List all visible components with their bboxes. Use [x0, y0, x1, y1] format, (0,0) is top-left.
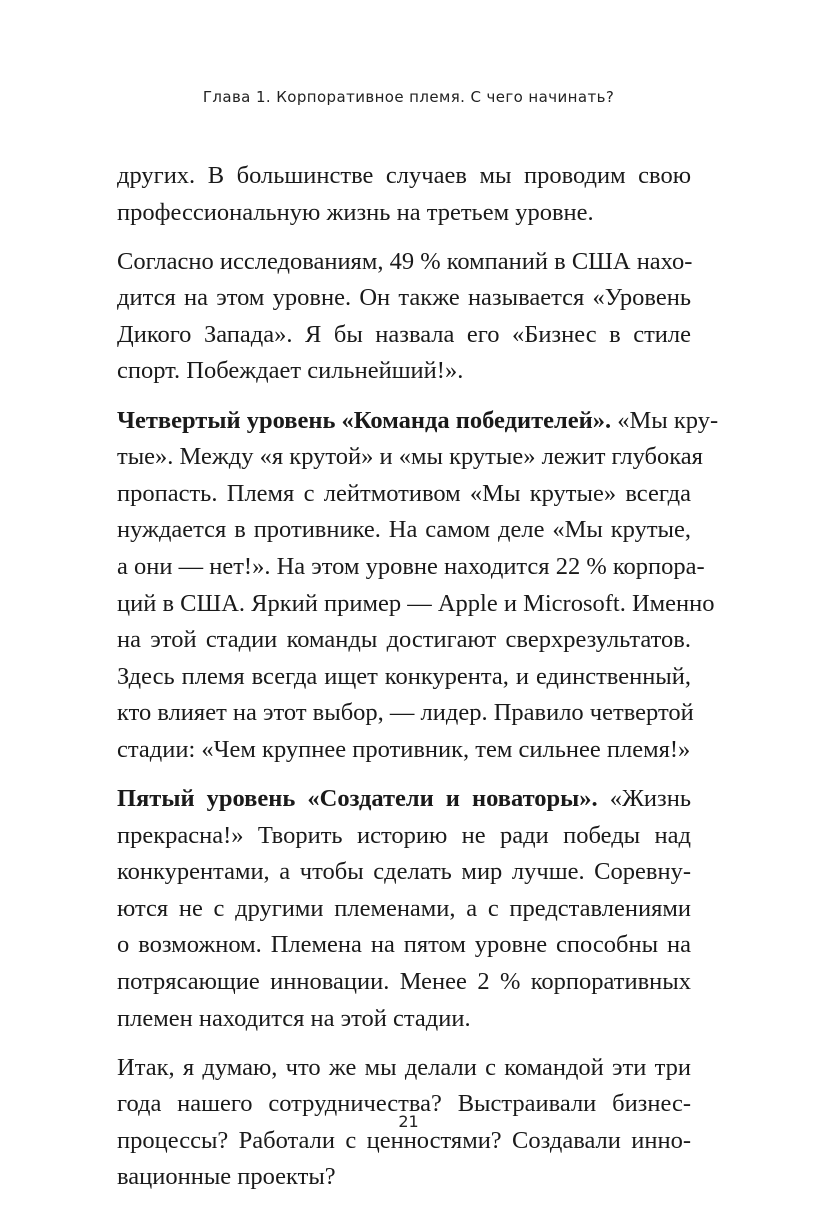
- text-line: о возможном. Племена на пятом уровне способны на: [117, 931, 691, 959]
- text-line: потрясающие инновации. Менее 2 % корпоративных: [117, 967, 691, 995]
- text-line: Итак, я думаю, что же мы делали с командой эти три: [117, 1053, 691, 1081]
- text-line: года нашего сотрудничества? Выстраивали бизнес-: [117, 1090, 691, 1118]
- text-line: стадии: «Чем крупнее противник, тем сильнее племя!»: [117, 735, 691, 763]
- paragraph: [117, 158, 691, 231]
- paragraph: [117, 244, 691, 390]
- text-line: процессы? Работали с ценностями? Создавали инно-: [117, 1126, 691, 1154]
- text-fragment: «Жизнь: [597, 785, 691, 812]
- text-line: других. В большинстве случаев мы проводим свою: [117, 162, 691, 189]
- text-line: тые». Между «я крутой» и «мы крутые» лежит глубокая: [117, 443, 703, 471]
- text-fragment: «Мы кру-: [611, 406, 719, 434]
- paragraph-level-five: [117, 781, 691, 1037]
- text-line: Согласно исследованиям, 49 % компаний в США нахо-: [117, 247, 693, 275]
- text-line: вационные проекты?: [117, 1163, 336, 1191]
- paragraph-lead: Пятый уровень «Создатели и новаторы».: [117, 785, 598, 812]
- text-line: Здесь племя всегда ищет конкурента, и единственный,: [117, 662, 691, 690]
- text-line: [117, 781, 691, 818]
- text-line: на этой стадии команды достигают сверхрезультатов.: [117, 626, 691, 654]
- text-line: [117, 403, 719, 440]
- text-line: а они — нет!». На этом уровне находится 22 % корпора-: [117, 552, 705, 580]
- text-line: пропасть. Племя с лейтмотивом «Мы крутые» всегда: [117, 479, 691, 507]
- text-line: ций в США. Яркий пример — Apple и Microsoft. Именно: [117, 589, 715, 617]
- text-line: ются не с другими племенами, а с представлениями: [117, 894, 691, 922]
- text-line: профессиональную жизнь на третьем уровне.: [117, 198, 594, 226]
- text-line: нуждается в противнике. На самом деле «Мы крутые,: [117, 516, 691, 544]
- text-line: племен находится на этой стадии.: [117, 1004, 471, 1032]
- running-head: Глава 1. Корпоративное племя. С чего начинать?: [202, 88, 615, 106]
- paragraph-level-four: [117, 403, 719, 769]
- page-number: 21: [398, 1112, 419, 1131]
- body-text: [117, 158, 719, 1209]
- text-line: кто влияет на этот выбор, — лидер. Правило четвертой: [117, 699, 694, 727]
- text-line: прекрасна!» Творить историю не ради победы над: [117, 821, 691, 849]
- text-line: дится на этом уровне. Он также называется «Уровень: [117, 284, 691, 312]
- text-line: конкурентами, а чтобы сделать мир лучше. Соревну-: [117, 858, 691, 886]
- paragraph-lead: Четвертый уровень «Команда победителей».: [117, 406, 612, 434]
- text-line: Дикого Запада». Я бы назвала его «Бизнес в стиле: [117, 320, 691, 348]
- text-line: спорт. Побеждает сильнейший!».: [117, 357, 464, 385]
